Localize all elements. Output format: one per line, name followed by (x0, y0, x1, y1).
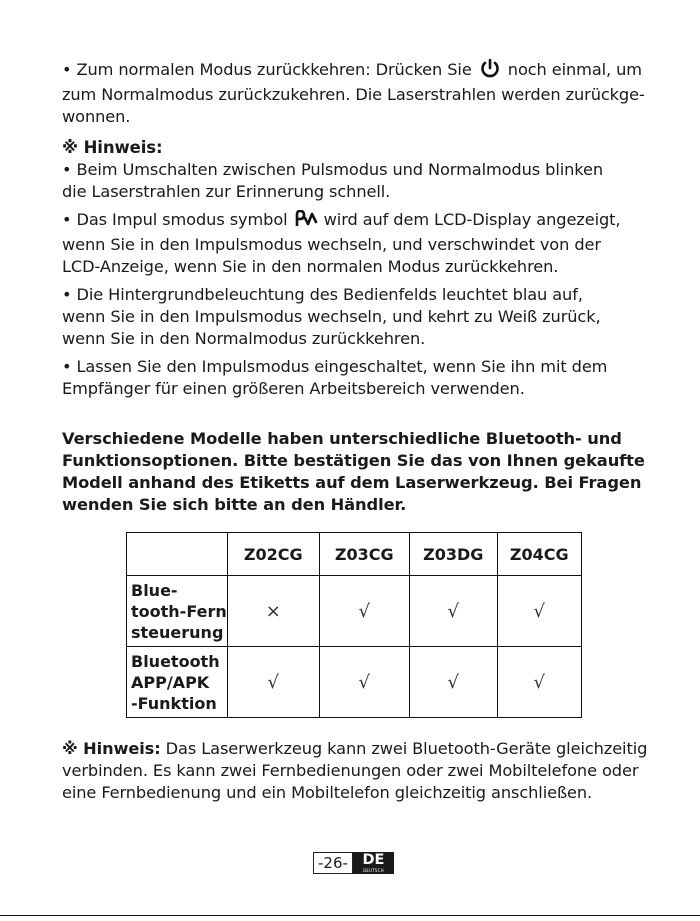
cross-mark-cell: × (227, 576, 319, 647)
row-label-line: Blue- (131, 580, 178, 600)
check-mark-cell: √ (409, 647, 497, 718)
intro-paragraph (62, 58, 645, 128)
check-mark-cell: √ (319, 647, 409, 718)
model-note-line-2: Funktionsoptionen. Bitte bestätigen Sie das von Ihnen gekaufte (62, 451, 645, 470)
notice-bullet-2-text-2: wird auf dem LCD-Display angezeigt, (323, 210, 621, 229)
notice-bullet-1-line-1: • Beim Umschalten zwischen Pulsmodus und Normalmodus blinken (62, 160, 603, 179)
language-badge (353, 852, 394, 874)
table-header-cell: Z03CG (319, 533, 409, 576)
notice-bullet-3-line-3: wenn Sie in den Normalmodus zurückkehren. (62, 329, 426, 348)
intro-text-2: noch einmal, um (507, 60, 642, 79)
bluetooth-note-text: Das Laserwerkzeug kann zwei Bluetooth-Geräte gleichzeitig (165, 739, 648, 758)
table-row (127, 576, 582, 647)
table-header-cell: Z04CG (497, 533, 581, 576)
table-header-cell: Z02CG (227, 533, 319, 576)
row-label-line: APP/APK (131, 672, 210, 692)
row-label-line: tooth-Fern (131, 601, 227, 621)
table-row-label (127, 576, 228, 647)
model-feature-table (126, 532, 582, 718)
model-note-line-4: wenden Sie sich bitte an den Händler. (62, 495, 407, 514)
check-mark-cell: √ (497, 647, 581, 718)
notice-bullet-2-line-1 (62, 209, 634, 234)
model-note-line-1: Verschiedene Modelle haben unterschiedliche Bluetooth- und (62, 429, 622, 448)
check-mark-cell: √ (409, 576, 497, 647)
row-label-line: Bluetooth (131, 651, 220, 671)
notice-bullet-2-text-1: • Das Impul smodus symbol (62, 210, 288, 229)
check-mark-cell: √ (319, 576, 409, 647)
intro-line-2: zum Normalmodus zurückzukehren. Die Laserstrahlen werden zurückge- (62, 85, 645, 104)
bottom-divider (0, 915, 700, 916)
table-row-label (127, 647, 228, 718)
row-label-line: steuerung (131, 622, 224, 642)
table-header-cell: Z03DG (409, 533, 497, 576)
notice-bullet-3-line-1: • Die Hintergrundbeleuchtung des Bedienfelds leuchtet blau auf, (62, 285, 583, 304)
bluetooth-note (62, 738, 648, 804)
power-icon (479, 58, 501, 84)
table-corner-cell (127, 533, 228, 576)
language-code: DE (362, 852, 385, 868)
notice-bullet-2-line-3: LCD-Anzeige, wenn Sie in den normalen Modus zurückkehren. (62, 257, 559, 276)
bluetooth-note-line-3: eine Fernbedienung und ein Mobiltelefon gleichzeitig anschließen. (62, 783, 593, 802)
notice-bullet-3-line-2: wenn Sie in den Impulsmodus wechseln, und kehrt zu Weiß zurück, (62, 307, 601, 326)
page-number: -26- (313, 852, 353, 874)
table-row (127, 647, 582, 718)
notice-section (62, 137, 634, 400)
intro-line-3: wonnen. (62, 107, 131, 126)
bluetooth-note-heading: ※ Hinweis: (62, 739, 161, 758)
model-note (62, 428, 645, 516)
notice-bullet-2-line-2: wenn Sie in den Impulsmodus wechseln, und verschwindet von der (62, 235, 601, 254)
language-name: DEUTSCH (363, 868, 384, 873)
notice-bullet-1-line-2: die Laserstrahlen zur Erinnerung schnell. (62, 182, 391, 201)
table-header-row (127, 533, 582, 576)
notice-heading: ※ Hinweis: (62, 138, 163, 157)
notice-bullet-4-line-1: • Lassen Sie den Impulsmodus eingeschaltet, wenn Sie ihn mit dem (62, 357, 608, 376)
check-mark-cell: √ (497, 576, 581, 647)
bluetooth-note-line-1 (62, 738, 648, 760)
pulse-mode-icon (294, 210, 318, 234)
model-note-line-3: Modell anhand des Etiketts auf dem Laserwerkzeug. Bei Fragen (62, 473, 642, 492)
check-mark-cell: √ (227, 647, 319, 718)
bluetooth-note-line-2: verbinden. Es kann zwei Fernbedienungen oder zwei Mobiltelefone oder (62, 761, 639, 780)
notice-bullet-4-line-2: Empfänger für einen größeren Arbeitsbereich verwenden. (62, 379, 525, 398)
intro-line-1 (62, 58, 642, 84)
page-indicator (313, 852, 394, 874)
row-label-line: -Funktion (131, 693, 217, 713)
intro-text-1: • Zum normalen Modus zurückkehren: Drücken Sie (62, 60, 472, 79)
